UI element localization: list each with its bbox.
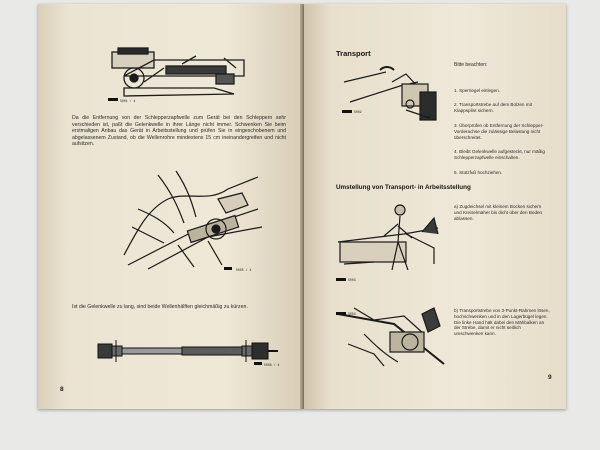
please-note-title: Bitte beachten: (454, 62, 488, 68)
step-1: 1. Sperriegel einlegen. (454, 87, 500, 93)
step-4: 4. Bleibt Gelenkwelle aufgesteckt, nur mäßig Schlepperzapfwelle einschalten. (454, 149, 545, 161)
right-page (304, 4, 566, 409)
step-5: 5. Stützfuß hochziehen. (454, 169, 503, 175)
pto-shaft-attachment-figure (118, 169, 268, 277)
figure-tag: 5001 / 4 (120, 99, 136, 103)
pto-shaft-figure (96, 334, 282, 368)
step-2: 2. Transportstrebe auf dem Bolzen mit Klappsplint sichern. (454, 102, 532, 114)
figure-tag: 5005 / 4 (236, 268, 252, 272)
paragraph-shaft-distance: Da die Entfernung von der Schlepperzapfwelle zum Gerät bei den Schleppern sehr verschieden ist, paßt die Gelenkwelle in ihrer Länge nicht immer. Schwenken Sie beim erstmaligen Anbau das Gerät in Arbeitsstellung und prüfen Sie in eingeschobenem und abgelassenem Zustand, ob die Wellenrohre mindestens 15 cm ineinandergreifen und nicht aufsitzen. (72, 115, 286, 148)
open-booklet (38, 4, 566, 409)
figure-tag: 5002 (354, 110, 362, 114)
heading-transport: Transport (336, 49, 371, 58)
figure-tag: 5008 / 4 (264, 363, 280, 367)
instruction-a: a) Zugdeichsel mit kleinem Bocken sichern und Kreiselmäher bis dicht über den Boden ablassen. (454, 204, 543, 221)
page-number: 8 (60, 386, 64, 393)
transport-position-figure (340, 62, 440, 124)
figure-tag: 5003 (348, 278, 356, 282)
transport-steps (454, 76, 550, 190)
step-3: 3. Überprüfen ob Entfernung der Schlepper-Vorderachse die zulässige Belastung nicht überschreitet. (454, 122, 544, 140)
left-page (38, 4, 304, 409)
page-number: 9 (548, 374, 552, 381)
instruction-b: b) Transportstrebe von 3-Punkt-Rahmen lösen, hochschwenken und in den Lagerbügel legen. Die linke Hand hält dabei den Mähbalken an der Strebe, damit er nicht seitlich umschwenken kann. (454, 308, 550, 337)
heading-position-change: Umstellung von Transport- in Arbeitsstellung (336, 184, 471, 191)
mower-top-view-figure (104, 46, 254, 108)
transport-strut-figure (334, 304, 448, 370)
figure-tag: 5004 (348, 312, 356, 316)
paragraph-shorten-shaft: Ist die Gelenkwelle zu lang, sind beide Wellenhälften gleichmäßig zu kürzen. (72, 304, 248, 310)
operator-lowering-mower-figure (334, 198, 444, 290)
